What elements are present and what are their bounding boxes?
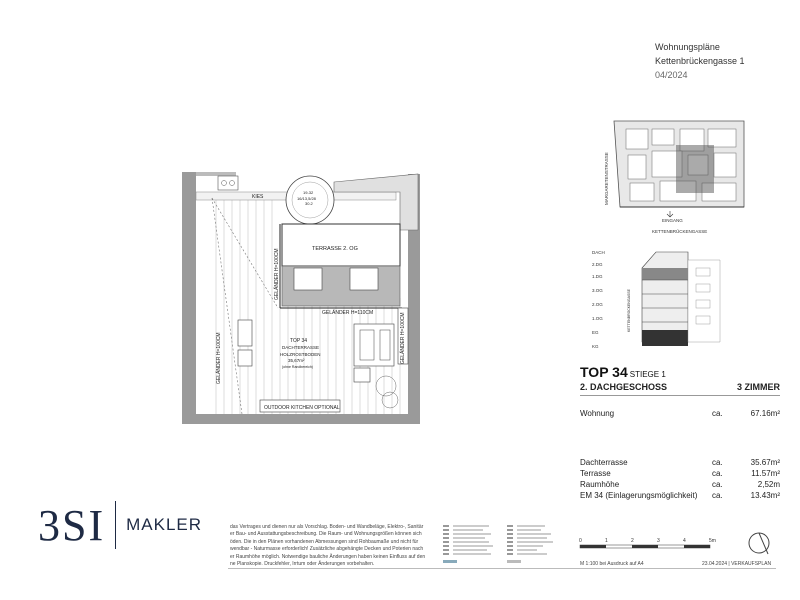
sitemap-street-bottom: KETTENBRÜCKENGASSE: [652, 229, 708, 234]
header-block: [655, 40, 745, 82]
section-level-1: 2.DG: [592, 262, 603, 267]
stair-label-1: 19-32: [303, 190, 314, 195]
symbol-legend: [443, 524, 563, 569]
scale-tick-label: 5m: [709, 538, 716, 544]
plan-unit-desc: DACHTERRASSE: [282, 345, 320, 350]
floor-row: [580, 382, 780, 396]
area-value: 67.16m²: [750, 409, 780, 418]
area-label: Terrasse: [580, 469, 611, 478]
area-row-wohnung: [580, 408, 780, 419]
disclaimer-line: das Vertrages und dienen nur als Vorschlag. Boden- und Wandbeläge, Elektro-, Sanitär: [230, 524, 424, 530]
sitemap-street-vertical: MARGARETENSTRASSE: [604, 152, 609, 205]
unit-stiege: STIEGE 1: [629, 370, 666, 379]
scale-bar: [578, 533, 728, 557]
plan-unit-note: (ohne Randbereich): [282, 365, 313, 369]
railing-right: GELÄNDER H=100CM: [400, 312, 406, 364]
section-level-7: KG: [592, 344, 599, 349]
unit-floor: 2. DACHGESCHOSS: [580, 382, 668, 392]
extras-list: [580, 457, 780, 501]
disclaimer-line: er Bau- und Ausstattungsbeschreibung. Die Raum- und Wohnungsgrößen können sich: [230, 531, 422, 538]
area-label: Dachterrasse: [580, 458, 628, 467]
disclaimer-line: ne Planskopie. Druckfehler, Irrtum oder Änderungen vorbehalten.: [230, 561, 375, 568]
sitemap-entrance: EINGANG: [662, 218, 683, 223]
area-ca: ca.: [712, 409, 723, 418]
scale-tick-label: 2: [631, 538, 634, 544]
stair-label-3: 30.2: [305, 201, 313, 206]
area-row: [580, 457, 780, 468]
north-arrow-icon: [746, 530, 772, 556]
company-logo: [38, 500, 202, 550]
header-date: 04/2024: [655, 70, 688, 80]
scale-tick-label: 3: [657, 538, 660, 544]
section-level-3: 3.OG: [592, 288, 603, 293]
area-ca: ca.: [712, 480, 723, 489]
building-section: [590, 246, 750, 354]
section-level-2: 1.DG: [592, 274, 603, 279]
logo-divider: [115, 501, 116, 549]
outdoor-kitchen-label: OUTDOOR KITCHEN OPTIONAL: [264, 405, 340, 411]
railing-left: GELÄNDER H=100CM: [216, 332, 222, 384]
header-address: Kettenbrückengasse 1: [655, 56, 745, 66]
scale-tick-label: 1: [605, 538, 608, 544]
section-level-5: 1.OG: [592, 316, 603, 321]
disclaimer-line: öden. Die in den Plänen vorhandenen Abmessungen sind Rohbaumaße und nicht für: [230, 538, 419, 545]
plan-unit-area: 35,67m²: [288, 358, 305, 363]
disclaimer: [230, 524, 438, 568]
area-value: 13.43m²: [750, 491, 780, 500]
plan-unit-name: TOP 34: [290, 338, 308, 344]
area-row: [580, 479, 780, 490]
section-street: KETTENBRÜCKENGASSE: [627, 289, 631, 332]
unit-title: [580, 364, 780, 380]
area-label: EM 34 (Einlagerungsmöglichkeit): [580, 491, 698, 500]
plan-unit-finish: HOLZROSTBODEN: [280, 352, 321, 357]
plan-date: 23.04.2024 | VERKAUFSPLAN: [702, 561, 772, 567]
disclaimer-line: er Raumhöhe möglich. Notwendige bauliche Änderungen haben keinen Einfluss auf den: [230, 553, 426, 560]
logo-small: MAKLER: [126, 515, 203, 534]
info-panel: [580, 364, 780, 501]
disclaimer-line: wendbar - Naturmasse erforderlich! Zusätzliche abgehängte Decken und Poterien nach: [230, 546, 424, 553]
stair-label-2: 16/13,5/28: [297, 196, 316, 201]
area-ca: ca.: [712, 491, 723, 500]
unit-top: TOP 34: [580, 364, 628, 380]
scale-tick-label: 0: [579, 538, 582, 544]
header-title: Wohnungspläne: [655, 42, 720, 52]
railing-mid: GELÄNDER H=110CM: [322, 310, 374, 316]
site-map: [596, 115, 746, 245]
terrace-label: TERRASSE 2. OG: [312, 246, 358, 252]
area-value: 11.57m²: [751, 469, 780, 478]
area-row: [580, 490, 780, 501]
area-row: [580, 468, 780, 479]
section-level-6: EG: [592, 330, 599, 335]
area-label: Raumhöhe: [580, 480, 620, 489]
scale-tick-label: 4: [683, 538, 686, 544]
footer-divider: [228, 568, 776, 569]
logo-big: 3SI: [38, 500, 106, 550]
area-value: 2,52m: [757, 480, 780, 489]
area-label: Wohnung: [580, 409, 615, 418]
unit-rooms: 3 ZIMMER: [736, 382, 780, 392]
plan-kies-label: KIES: [252, 194, 264, 200]
floor-plan: [182, 168, 422, 426]
area-ca: ca.: [712, 458, 723, 467]
area-value: 35.67m²: [750, 458, 780, 467]
section-level-4: 2.OG: [592, 302, 603, 307]
scale-note: M 1:100 bei Ausdruck auf A4: [580, 561, 644, 567]
section-level-0: DACH: [592, 250, 605, 255]
railing-center: GELÄNDER H=100CM: [274, 248, 280, 300]
area-ca: ca.: [712, 469, 723, 478]
